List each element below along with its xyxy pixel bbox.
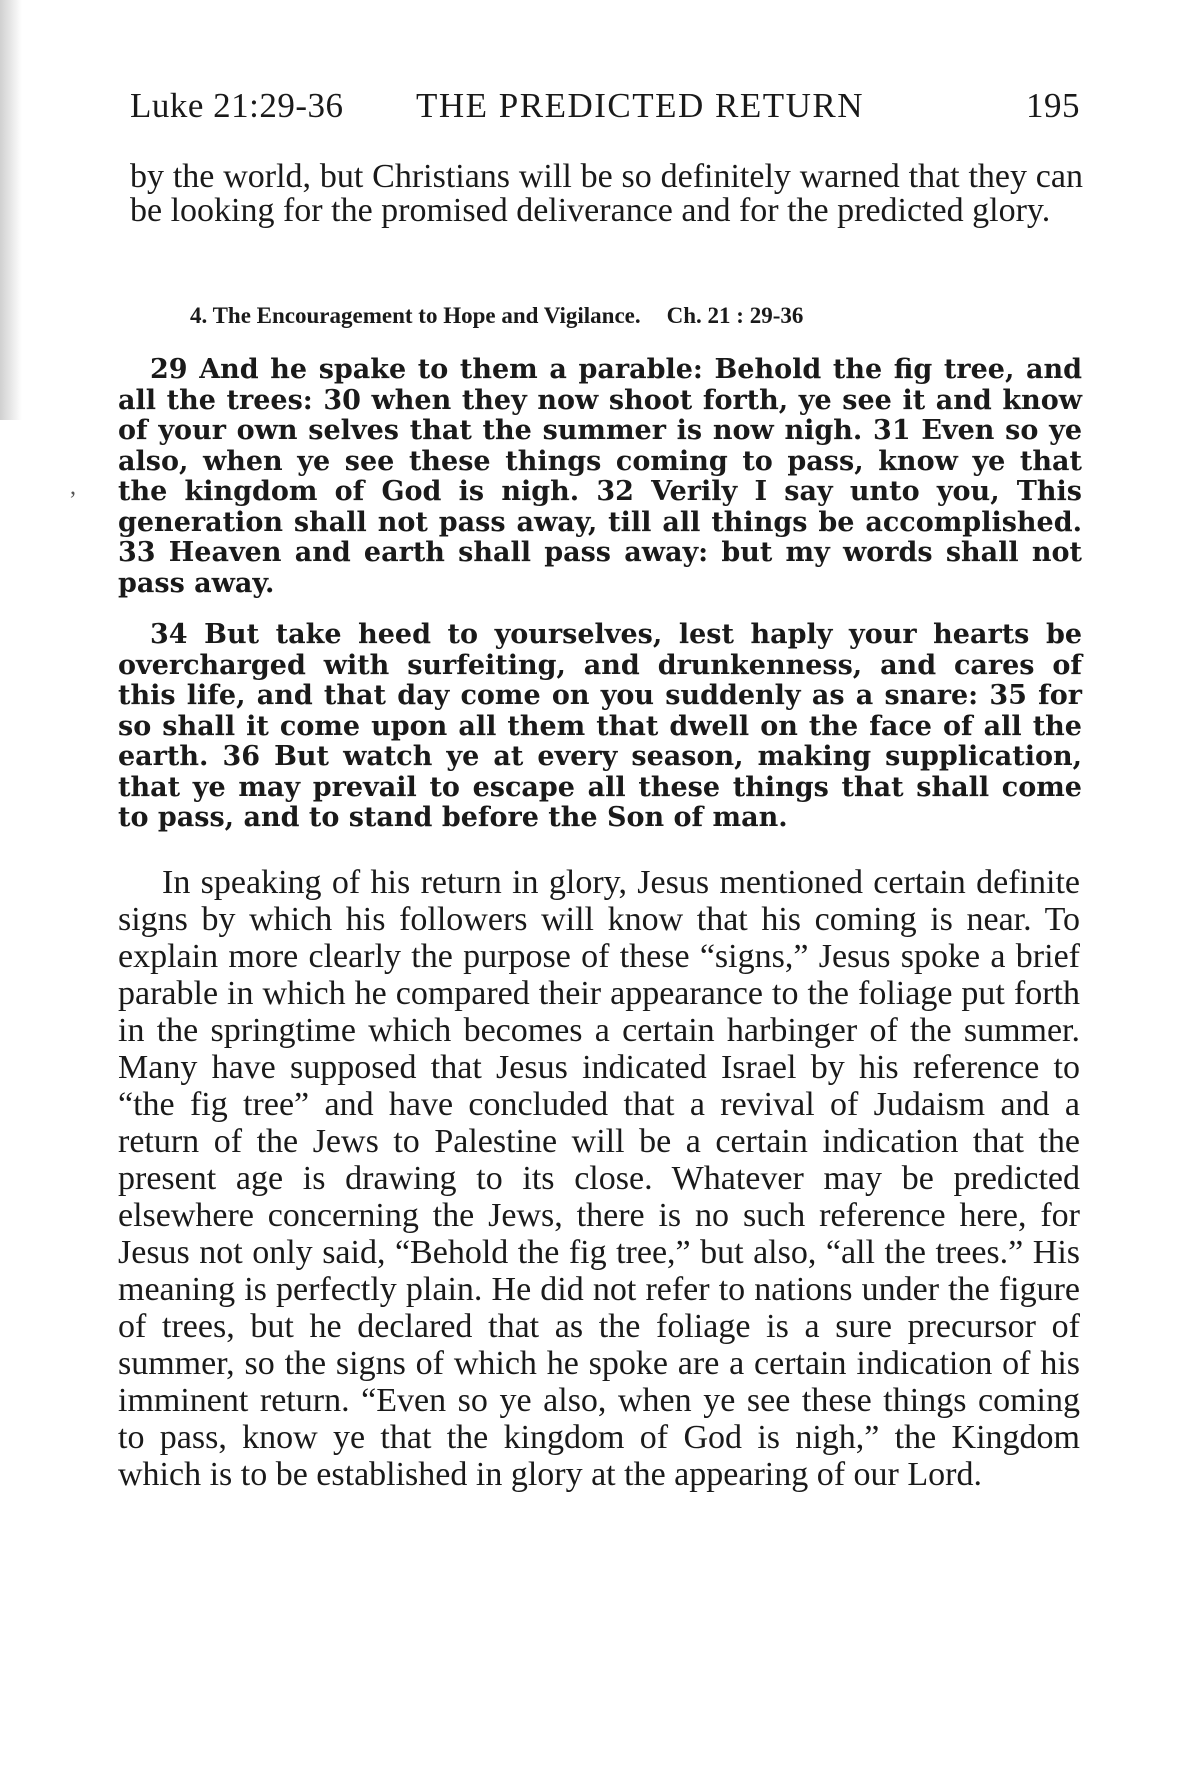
page-number: 195 — [1026, 86, 1080, 125]
section-heading — [190, 303, 1090, 329]
header-reference: Luke 21:29-36 — [130, 86, 344, 125]
scripture-paragraph: 34 But take heed to yourselves, lest haply your hearts be overcharged with surfeiting, and drunkenness, and cares of this life, and that day come on you suddenly as a snare: 35 for so shall it come upon all them that dwell on the face of all the earth. 36 But watch ye at every season, making supplication, that ye may prevail to escape all these things that shall come to pass, and to stand before the Son of man. — [118, 619, 1082, 833]
commentary-paragraph: In speaking of his return in glory, Jesus mentioned certain definite signs by which his followers will know that his coming is near. To explain more clearly the purpose of these “signs,” Jesus spoke a brief parable in which he compared their appearance to the foliage put forth in the springtime which becomes a certain harbinger of the summer. Many have supposed that Jesus indicated Israel by his reference to “the fig tree” and have concluded that a revival of Judaism and a return of the Jews to Palestine will be a certain indication that the present age is drawing to its close. Whatever may be predicted elsewhere concerning the Jews, there is no such reference here, for Jesus not only said, “Behold the fig tree,” but also, “all the trees.” His meaning is perfectly plain. He did not refer to nations under the figure of trees, but he declared that as the foliage is a sure precursor of summer, so the signs of which he spoke are a certain indication of his imminent return. “Even so ye also, when ye see these things coming to pass, know ye that the kingdom of God is nigh,” the Kingdom which is to be established in glory at the appearing of our Lord. — [118, 864, 1080, 1493]
scan-shadow-edge — [0, 0, 22, 420]
section-chapter-ref: Ch. 21 : 29-36 — [666, 303, 804, 328]
scripture-paragraph: 29 And he spake to them a parable: Behold the fig tree, and all the trees: 30 when they now shoot forth, ye see it and know of your own selves that the summer is now nigh. 31 Even so ye also, when ye see these things coming to pass, know ye that the kingdom of God is nigh. 32 Verily I say unto you, This generation shall not pass away, till all things be accomplished. 33 Heaven and earth shall pass away: but my words shall not pass away. — [118, 354, 1082, 599]
section-heading-text: 4. The Encouragement to Hope and Vigilance. — [190, 303, 641, 328]
header-title: THE PREDICTED RETURN — [416, 86, 865, 125]
stray-ink-mark: , — [70, 474, 76, 500]
intro-paragraph: by the world, but Christians will be so definitely warned that they can be looking for the promised deliverance and for the predicted glory. — [130, 158, 1083, 229]
